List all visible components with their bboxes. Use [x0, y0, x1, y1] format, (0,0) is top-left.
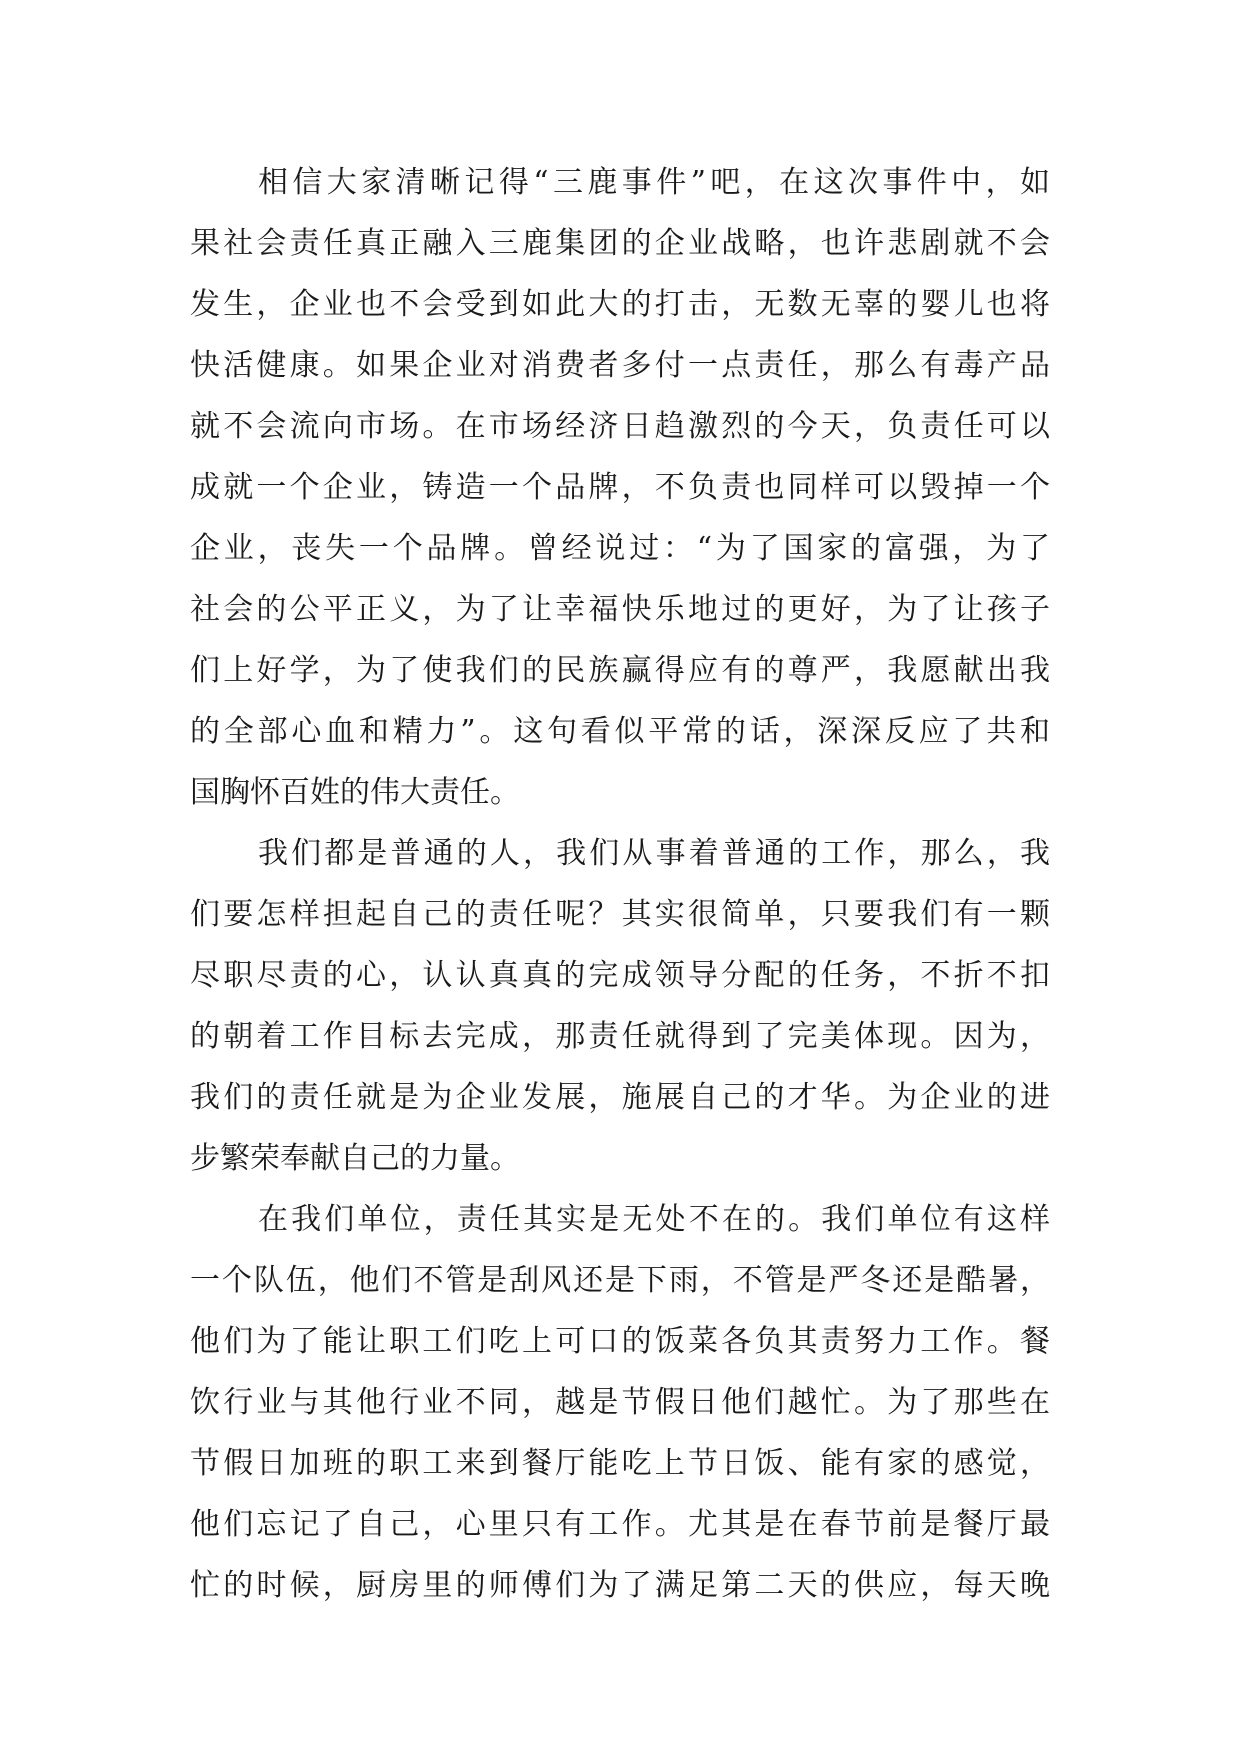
- text-line: 快活健康。如果企业对消费者多付一点责任，那么有毒产品: [190, 348, 1050, 383]
- text-line: 就不会流向市场。在市场经济日趋激烈的今天，负责任可以: [190, 409, 1050, 444]
- text-line: 我们的责任就是为企业发展，施展自己的才华。为企业的进: [190, 1080, 1050, 1115]
- text-line: 步繁荣奉献自己的力量。: [190, 1141, 520, 1176]
- text-line: 我们都是普通的人，我们从事着普通的工作，那么，我: [258, 836, 1050, 871]
- paragraph-2: [190, 823, 1050, 1189]
- text-line: 饮行业与其他行业不同，越是节假日他们越忙。为了那些在: [190, 1385, 1050, 1420]
- text-line: 他们忘记了自己，心里只有工作。尤其是在春节前是餐厅最: [190, 1507, 1050, 1542]
- text-line: 发生，企业也不会受到如此大的打击，无数无辜的婴儿也将: [190, 287, 1050, 322]
- text-line: 成就一个企业，铸造一个品牌，不负责也同样可以毁掉一个: [190, 470, 1050, 505]
- text-line: 们上好学，为了使我们的民族赢得应有的尊严，我愿献出我: [190, 653, 1050, 688]
- text-line: 节假日加班的职工来到餐厅能吃上节日饭、能有家的感觉，: [190, 1446, 1050, 1481]
- text-line: 的朝着工作目标去完成，那责任就得到了完美体现。因为，: [190, 1019, 1050, 1054]
- text-line: 他们为了能让职工们吃上可口的饭菜各负其责努力工作。餐: [190, 1324, 1050, 1359]
- text-line: 一个队伍，他们不管是刮风还是下雨，不管是严冬还是酷暑，: [190, 1263, 1050, 1298]
- text-line: 相信大家清晰记得“三鹿事件”吧，在这次事件中，如: [258, 165, 1050, 200]
- text-line: 的全部心血和精力”。这句看似平常的话，深深反应了共和: [190, 714, 1050, 749]
- text-line: 忙的时候，厨房里的师傅们为了满足第二天的供应，每天晚: [190, 1568, 1050, 1603]
- text-line: 国胸怀百姓的伟大责任。: [190, 775, 520, 810]
- paragraph-1: [190, 152, 1050, 823]
- body-text: [190, 152, 1050, 1616]
- text-line: 企业，丧失一个品牌。曾经说过：“为了国家的富强，为了: [190, 531, 1050, 566]
- text-line: 尽职尽责的心，认认真真的完成领导分配的任务，不折不扣: [190, 958, 1050, 993]
- text-line: 在我们单位，责任其实是无处不在的。我们单位有这样: [258, 1202, 1050, 1237]
- text-line: 社会的公平正义，为了让幸福快乐地过的更好，为了让孩子: [190, 592, 1050, 627]
- text-line: 果社会责任真正融入三鹿集团的企业战略，也许悲剧就不会: [190, 226, 1050, 261]
- paragraph-3: [190, 1189, 1050, 1616]
- text-line: 们要怎样担起自己的责任呢？其实很简单，只要我们有一颗: [190, 897, 1050, 932]
